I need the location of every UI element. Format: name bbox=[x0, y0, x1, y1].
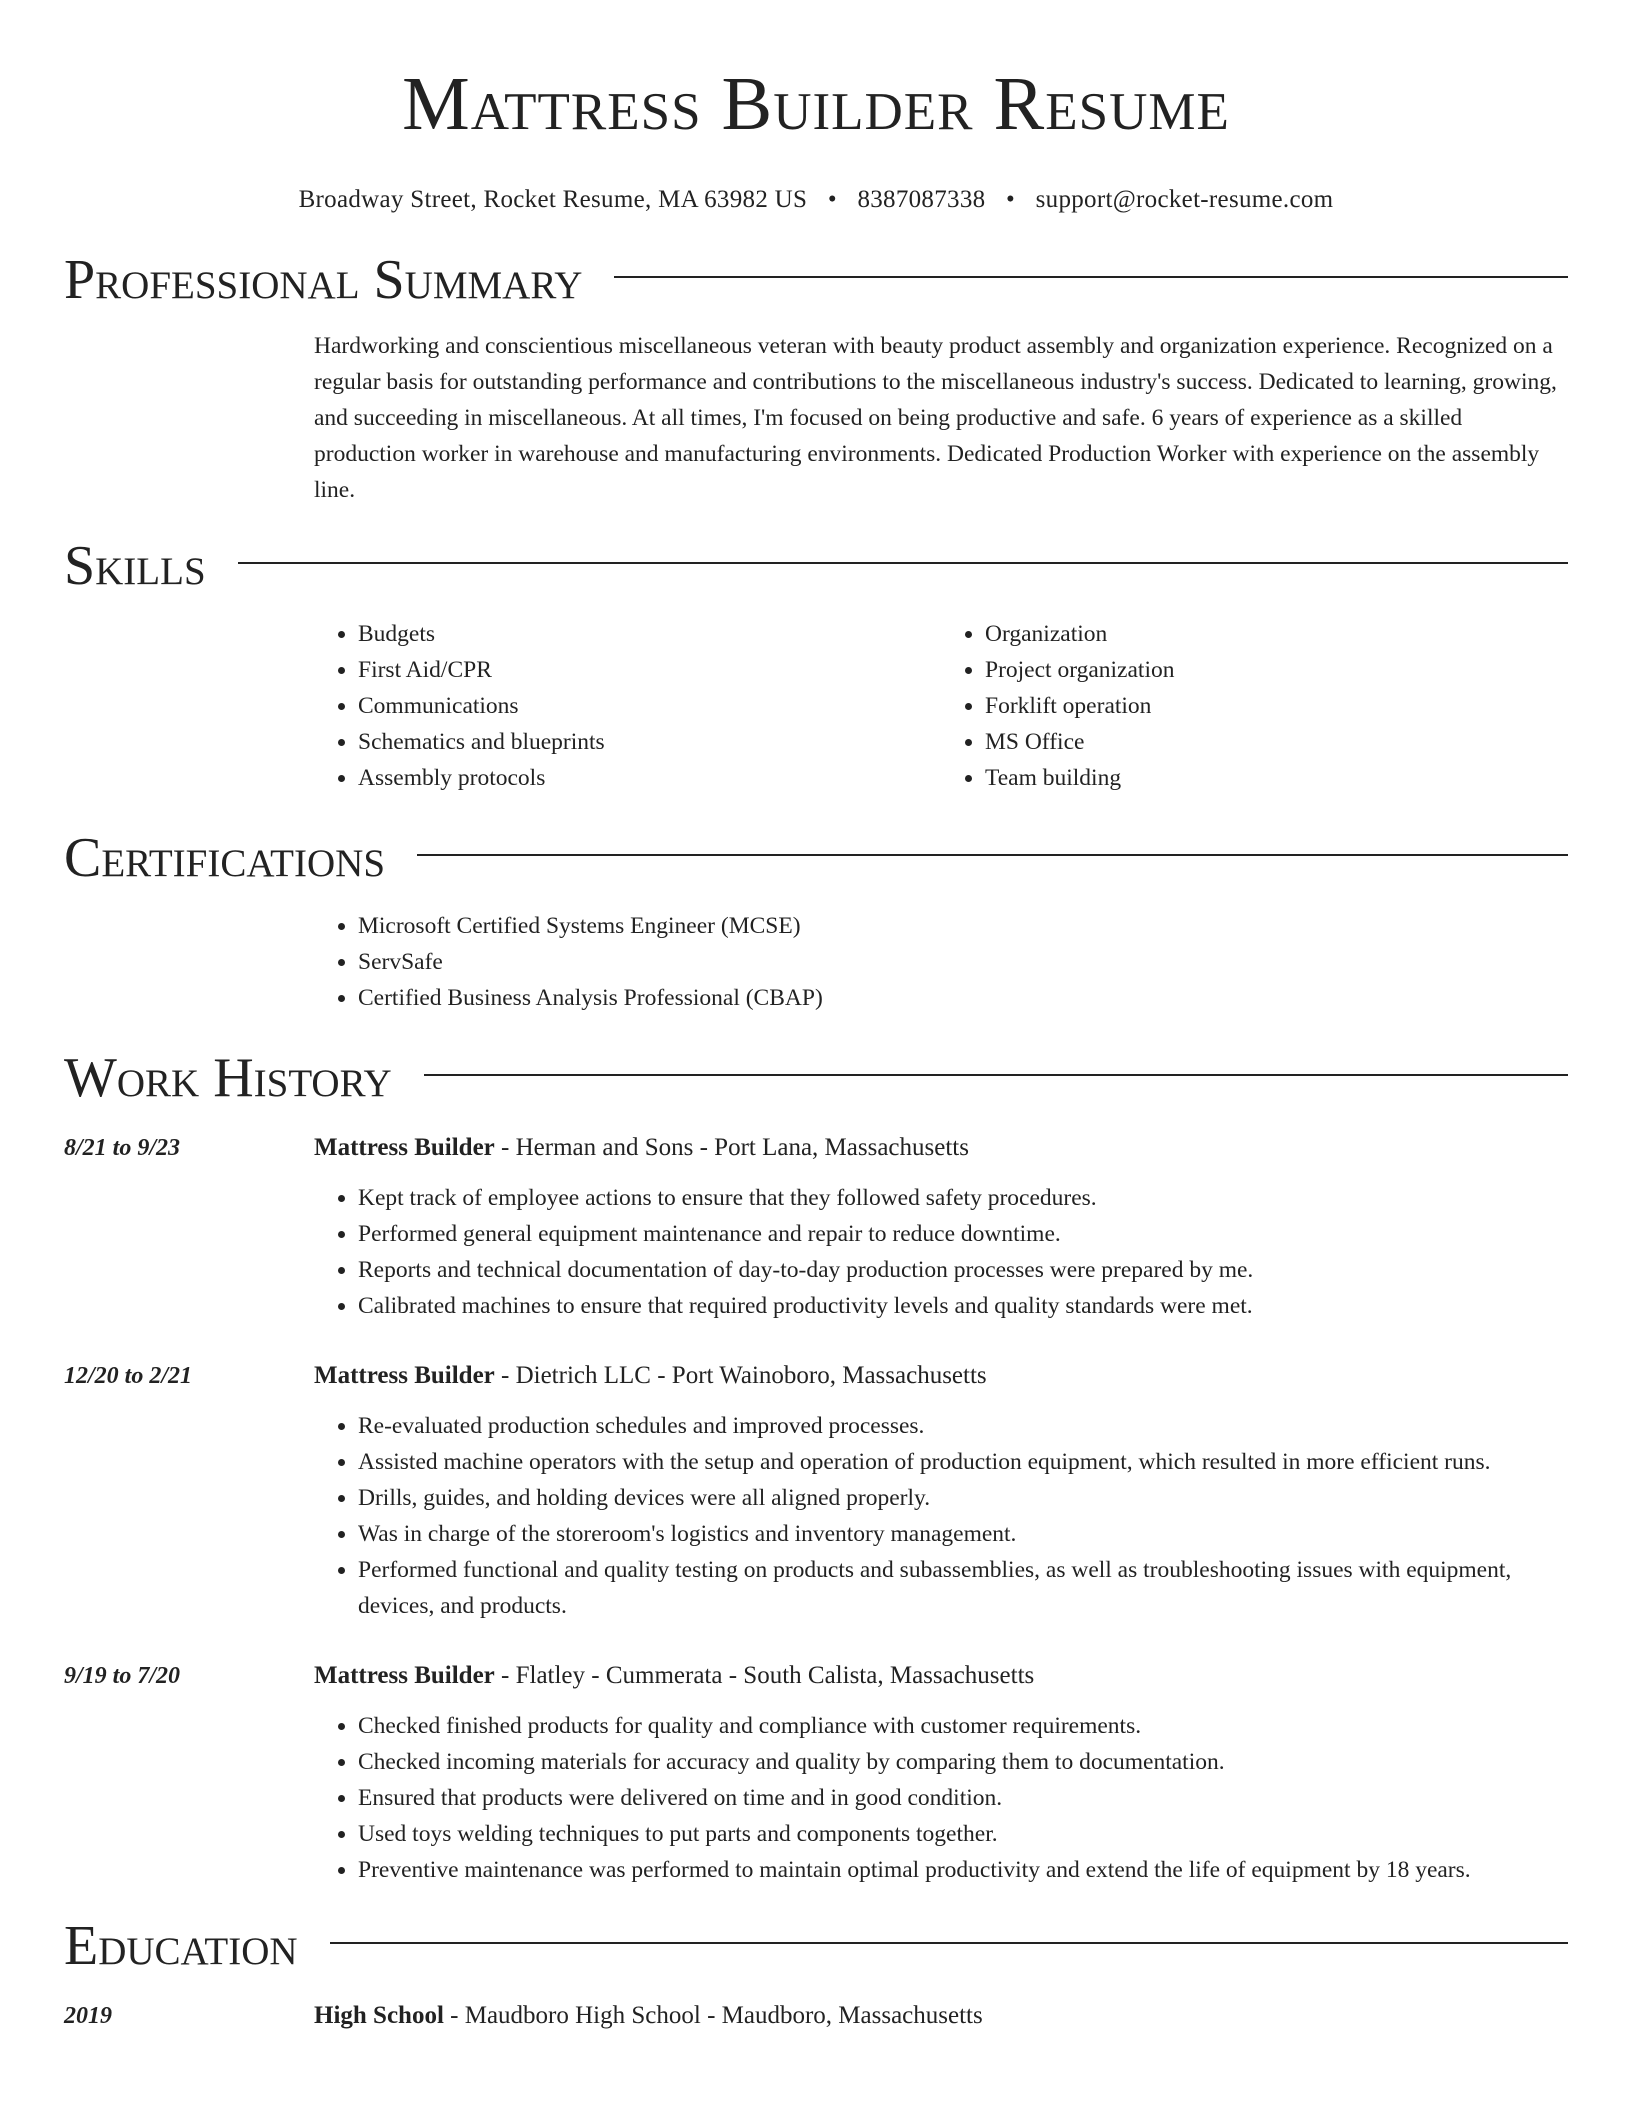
job-entry bbox=[64, 1130, 1568, 1324]
list-item: • Calibrated machines to ensure that required productivity levels and quality standards were met. bbox=[358, 1288, 1568, 1324]
job-content bbox=[314, 1358, 1568, 1624]
list-item: • MS Office bbox=[985, 724, 1568, 760]
contact-separator: • bbox=[1006, 186, 1016, 213]
job-title: Mattress Builder bbox=[314, 1134, 495, 1161]
list-item: • Certified Business Analysis Professional (CBAP) bbox=[358, 980, 1568, 1016]
list-item: • Assisted machine operators with the setup and operation of production equipment, which resulted in more efficient runs. bbox=[358, 1444, 1568, 1480]
list-item: • ServSafe bbox=[358, 944, 1568, 980]
section-divider bbox=[330, 1942, 1568, 1944]
job-content bbox=[314, 1658, 1568, 1888]
list-item: • Reports and technical documentation of day-to-day production processes were prepared by me. bbox=[358, 1252, 1568, 1288]
job-content bbox=[314, 1130, 1568, 1324]
certifications-bullets bbox=[314, 908, 1568, 1016]
job-title-line bbox=[314, 1130, 1568, 1166]
job-dates: 9/19 to 7/20 bbox=[64, 1663, 181, 1689]
list-item: • Communications bbox=[358, 688, 941, 724]
job-dates: 8/21 to 9/23 bbox=[64, 1135, 181, 1161]
list-item: • Project organization bbox=[985, 652, 1568, 688]
list-item: • Forklift operation bbox=[985, 688, 1568, 724]
section-title: Work History bbox=[64, 1047, 392, 1109]
resume-title: Mattress Builder Resume bbox=[402, 62, 1230, 146]
section-title: Education bbox=[64, 1915, 298, 1977]
list-item: • Checked finished products for quality and compliance with customer requirements. bbox=[358, 1708, 1568, 1744]
list-item: • Team building bbox=[985, 760, 1568, 796]
list-item: • Checked incoming materials for accuracy and quality by comparing them to documentation. bbox=[358, 1744, 1568, 1780]
job-title: Mattress Builder bbox=[314, 1662, 495, 1689]
education-school: - Maudboro High School - Maudboro, Massachusetts bbox=[443, 2002, 983, 2029]
job-employer: - Flatley - Cummerata - South Calista, Massachusetts bbox=[494, 1662, 1035, 1689]
contact-line bbox=[64, 186, 1568, 214]
list-item: • Was in charge of the storeroom's logistics and inventory management. bbox=[358, 1516, 1568, 1552]
list-item: • Kept track of employee actions to ensure that they followed safety procedures. bbox=[358, 1180, 1568, 1216]
email: support@rocket-resume.com bbox=[1035, 186, 1334, 213]
job-title: Mattress Builder bbox=[314, 1362, 495, 1389]
section-header-education bbox=[64, 1915, 1568, 1977]
list-item: • Used toys welding techniques to put parts and components together. bbox=[358, 1816, 1568, 1852]
list-item: • Ensured that products were delivered on time and in good condition. bbox=[358, 1780, 1568, 1816]
skills-list bbox=[314, 616, 1568, 796]
list-item: • Preventive maintenance was performed to maintain optimal productivity and extend the life of equipment by 18 years. bbox=[358, 1852, 1568, 1888]
job-employer: - Dietrich LLC - Port Wainoboro, Massachusetts bbox=[494, 1362, 987, 1389]
address: Broadway Street, Rocket Resume, MA 63982 US bbox=[298, 186, 808, 213]
skills-column-right bbox=[941, 616, 1568, 796]
list-item: • First Aid/CPR bbox=[358, 652, 941, 688]
section-divider bbox=[238, 562, 1568, 564]
list-item: • Performed general equipment maintenance and repair to reduce downtime. bbox=[358, 1216, 1568, 1252]
section-divider bbox=[614, 276, 1568, 278]
list-item: • Organization bbox=[985, 616, 1568, 652]
job-bullets bbox=[314, 1708, 1568, 1888]
section-title: Professional Summary bbox=[64, 249, 583, 311]
contact-separator: • bbox=[827, 186, 837, 213]
job-dates: 12/20 to 2/21 bbox=[64, 1363, 193, 1389]
list-item: • Performed functional and quality testing on products and subassemblies, as well as troubleshooting issues with equipment, devices, and products. bbox=[358, 1552, 1568, 1624]
education-degree: High School bbox=[314, 2002, 444, 2029]
job-employer: - Herman and Sons - Port Lana, Massachusetts bbox=[494, 1134, 969, 1161]
section-header-certifications bbox=[64, 827, 1568, 889]
section-divider bbox=[417, 854, 1568, 856]
job-bullets bbox=[314, 1180, 1568, 1324]
list-item: • Budgets bbox=[358, 616, 941, 652]
job-entry bbox=[64, 1358, 1568, 1624]
certifications-list bbox=[314, 908, 1568, 1016]
job-title-line bbox=[314, 1658, 1568, 1694]
summary-text: Hardworking and conscientious miscellaneous veteran with beauty product assembly and organization experience. Recognized on a regular basis for outstanding performance and contributions to the miscellaneous industry's success. Dedicated to learning, growing, and succeeding in miscellaneous. At all times, I'm focused on being productive and safe. 6 years of experience as a skilled production worker in warehouse and manufacturing environments. Dedicated Production Worker with experience on the assembly line. bbox=[314, 333, 1557, 503]
list-item: • Re-evaluated production schedules and improved processes. bbox=[358, 1408, 1568, 1444]
list-item: • Schematics and blueprints bbox=[358, 724, 941, 760]
section-header-skills bbox=[64, 535, 1568, 597]
phone: 8387087338 bbox=[857, 186, 986, 213]
job-entry bbox=[64, 1658, 1568, 1888]
section-header-work-history bbox=[64, 1047, 1568, 1109]
job-bullets bbox=[314, 1408, 1568, 1624]
education-content bbox=[314, 1998, 983, 2034]
list-item: • Microsoft Certified Systems Engineer (MCSE) bbox=[358, 908, 1568, 944]
section-header-summary bbox=[64, 249, 1568, 311]
job-title-line bbox=[314, 1358, 1568, 1394]
list-item: • Assembly protocols bbox=[358, 760, 941, 796]
section-title: Skills bbox=[64, 535, 206, 597]
skills-column-left bbox=[314, 616, 941, 796]
section-title: Certifications bbox=[64, 827, 386, 889]
education-entry bbox=[64, 1998, 1568, 2034]
education-date: 2019 bbox=[64, 2003, 112, 2029]
section-divider bbox=[424, 1074, 1568, 1076]
list-item: • Drills, guides, and holding devices were all aligned properly. bbox=[358, 1480, 1568, 1516]
